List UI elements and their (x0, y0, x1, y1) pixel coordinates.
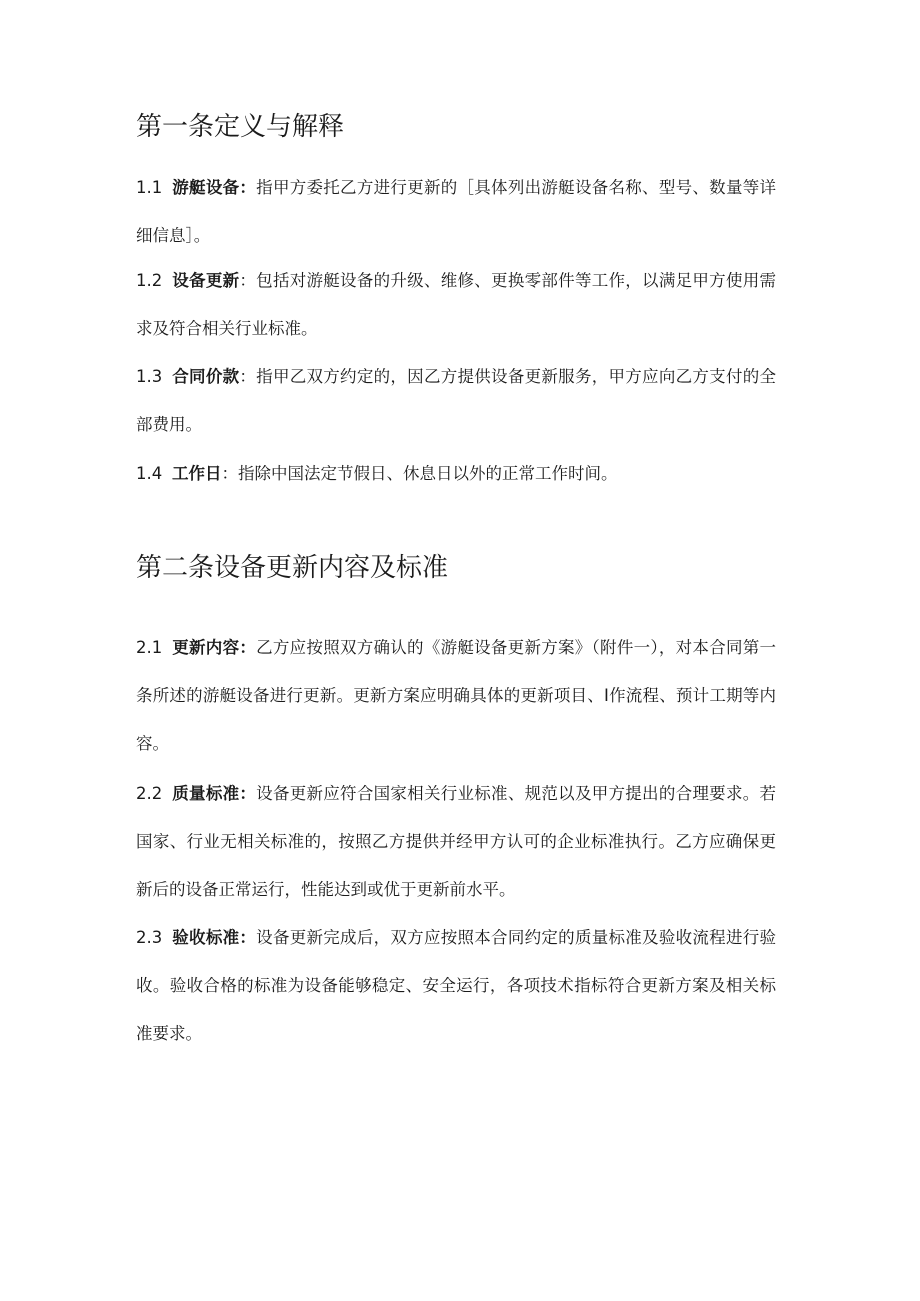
clause-text: 设备更新完成后，双方应按照本合同约定的质量标准及验收流程进行验收。验收合格的标准为设备能够稳定、安全运行，各项技术指标符合更新方案及相关标准要求。 (136, 928, 777, 1043)
clause-number: 2.3 (136, 928, 163, 947)
clause-term: 验收标准： (172, 928, 257, 947)
clause-text: ：包括对游艇设备的升级、维修、更换零部件等工作，以满足甲方使用需求及符合相关行业标准。 (136, 271, 777, 338)
clause-text: 设备更新应符合国家相关行业标准、规范以及甲方提出的合理要求。若国家、行业无相关标准的，按照乙方提供并经甲方认可的企业标准执行。乙方应确保更新后的设备正常运行，性能达到或优于更新前水平。 (136, 784, 777, 899)
clause-text: 乙方应按照双方确认的《游艇设备更新方案》（附件一），对本合同第一条所述的游艇设备进行更新。更新方案应明确具体的更新项目、I作流程、预计工期等内容。 (136, 638, 777, 753)
clause-number: 1.3 (136, 367, 163, 386)
clause-number: 1.2 (136, 271, 163, 290)
clause-1-3 (136, 353, 776, 449)
clause-term: 工作日 (172, 464, 222, 483)
article-2-title: 第二条设备更新内容及标准 (136, 553, 449, 583)
clause-number: 1.1 (136, 178, 163, 197)
article-1-title: 第一条定义与解释 (136, 112, 345, 142)
clause-number: 2.1 (136, 638, 163, 657)
clause-2-1 (136, 624, 776, 768)
clause-term: 更新内容： (172, 638, 257, 657)
clause-term: 合同价款 (172, 367, 240, 386)
clause-term: 质量标准： (172, 784, 257, 803)
clause-2-3 (136, 914, 776, 1058)
clause-1-1 (136, 164, 776, 260)
clause-2-2 (136, 770, 776, 914)
clause-term: 设备更新 (172, 271, 240, 290)
clause-term: 游艇设备： (172, 178, 257, 197)
clause-1-4 (136, 450, 776, 498)
clause-text: ：指除中国法定节假日、休息日以外的正常工作时间。 (221, 464, 618, 483)
clause-text: 指甲方委托乙方进行更新的［具体列出游艇设备名称、型号、数量等详细信息］。 (136, 178, 777, 245)
clause-number: 1.4 (136, 464, 163, 483)
clause-number: 2.2 (136, 784, 163, 803)
clause-1-2 (136, 257, 776, 353)
clause-text: ：指甲乙双方约定的，因乙方提供设备更新服务，甲方应向乙方支付的全部费用。 (136, 367, 777, 434)
